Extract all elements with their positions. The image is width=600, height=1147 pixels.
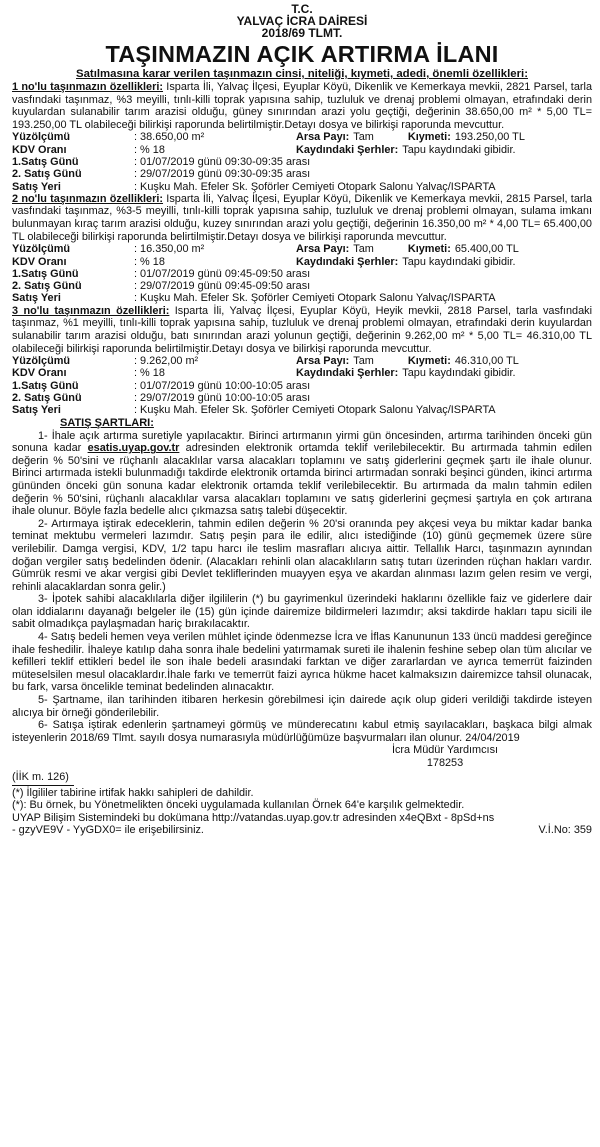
property-3-place-row [12,404,592,416]
property-3-sale2-row [12,392,592,404]
property-2-sale2-row [12,280,592,292]
value-amount: 65.400,00 TL [454,243,519,256]
area-label: Yüzölçümü [12,131,71,144]
restrict-value: Tapu kaydındaki gibidir. [402,143,516,156]
kdv-value: : % 18 [134,143,165,156]
share-label: Arsa Payı: [296,355,350,368]
property-1-kdv-row [12,144,592,156]
property-1-description: 1 no'lu taşınmazın özellikleri: Isparta İli, Yalvaç İlçesi, Eyuplar Köyü, Dikenlik ve Kemerkaya mevkii, 2821 Parsel, tarla vasfındaki taşınmaz, %3 meyilli, tınlı-killi toprak yapısına sahip, tuzluluk ve drenaj problemi olmayan, etrafındaki derin kuyulardan sulanabilir tarım arazisi olduğu, güney sınırından arazi yolu geçtiği, değerinin 38.650,00 m² * 5,00 TL= 193.250,00 TL olabileceği bilirkişi raporunda belirtilmiştir.Detayı dosya ve bilirkişi raporunda mevcuttur. [12,81,592,131]
page-subtitle: Satılmasına karar verilen taşınmazın cinsi, niteliği, kıymeti, adedi, önemli özellikleri: [76,68,528,80]
condition-2: 2- Artırmaya iştirak edeceklerin, tahmin edilen değerin % 20'si oranında pey akçesi veya bu miktar kadar banka teminat mektubu vermeleri lazımdır. Satış peşin para ile edilir, alıcı istediğinde (10) günü geçmemek üzere süre verilebilir. Damga vergisi, KDV, 1/2 tapu harcı ile teslim masrafları alıcıya aittir. Tellallık Harcı, taşınmazın aynından doğan vergiler satış bedelinden ödenir. (Alacakları rehinli olan alacaklıların satış tutarı üzerinden rüçhan hakları vardır. Gümrük resmi ve akar vergisi gibi Devlet tekliflerinden muayyen eşya ve akardan alınması lazım gelen resim ve vergi, rehinli alacaklardan sonra gelir.) [12,517,592,593]
property-3-kdv-row [12,367,592,379]
property-2-heading: 2 no'lu taşınmazın özellikleri: [12,192,164,205]
area-value: : 16.350,00 m² [134,243,205,256]
header-office: YALVAÇ İCRA DAİRESİ [236,14,368,28]
page-title: TAŞINMAZIN AÇIK ARTIRMA İLANI [105,41,499,67]
area-label: Yüzölçümü [12,243,71,256]
property-2-kdv-row [12,256,592,268]
sale2-value: : 29/07/2019 günü 10:00-10:05 arası [134,391,311,404]
sale1-value: : 01/07/2019 günü 10:00-10:05 arası [134,379,311,392]
kdv-value: : % 18 [134,255,165,268]
kdv-label: KDV Oranı [12,367,67,380]
value-amount: 46.310,00 TL [454,355,519,368]
property-3-description: 3 no'lu taşınmazın özellikleri: Isparta İli, Yalvaç İlçesi, Eyuplar Köyü, Heyik mevkii, 2818 Parsel, tarla vasfındaki taşınmaz, %1 meyilli, tınlı-killi toprak yapısına sahip, tuzluluk ve drenaj problemi olmayan, etrafındaki derin kuyulardan sulanabilir tarım arazisi olduğu, batı sınırından arazi yolunun geçtiği, değerinin 9.262,00 m² * 5,00 TL= 46.310,00 TL olabileceği bilirkişi raporunda belirtilmiştir.Detayı dosya ve bilirkişi raporunda mevcuttur. [12,304,592,355]
notice-number: V.İ.No: 359 [538,824,592,837]
property-2-sale1-row [12,268,592,280]
sale2-value: : 29/07/2019 günü 09:45-09:50 arası [134,280,311,293]
divider [12,785,74,786]
kdv-value: : % 18 [134,367,165,380]
note-2: (*): Bu örnek, bu Yönetmelikten önceki uygulamada kullanılan Örnek 64'e karşılık gelmektedir. [12,799,465,812]
area-value: : 38.650,00 m² [134,131,205,144]
law-reference: (İİK m. 126) [12,771,69,784]
sale1-value: : 01/07/2019 günü 09:30-09:35 arası [134,155,311,168]
area-label: Yüzölçümü [12,355,71,368]
condition-3: 3- İpotek sahibi alacaklılarla diğer ilgililerin (*) bu gayrimenkul üzerindeki haklarını özellikle faiz ve giderlere dair olan iddialarını dayanağı belgeler ile (15) gün içinde dairemize bildirmeleri lazımdır; aksi takdirde hakları tapu sicili ile sabit olmadıkça paylaşmadan hariç bırakılacaktır. [12,593,592,631]
sale2-label: 2. Satış Günü [12,168,82,181]
uyap-access-line-2 [12,824,592,837]
signature-number: 178253 [426,756,464,769]
share-value: Tam [353,131,374,144]
sale2-label: 2. Satış Günü [12,391,82,404]
place-label: Satış Yeri [12,180,61,193]
restrict-value: Tapu kaydındaki gibidir. [402,367,516,380]
property-2-place-row [12,292,592,304]
uyap-access-line-1: UYAP Bilişim Sistemindeki bu dokümana http://vatandas.uyap.gov.tr adresinden x4eQBxt - 8pSd+ns [12,811,495,824]
kdv-label: KDV Oranı [12,143,67,156]
condition-4: 4- Satış bedeli hemen veya verilen mühlet içinde ödenmezse İcra ve İflas Kanununun 133 üncü maddesi gereğince ihale feshedilir. İhaleye katılıp daha sonra ihale bedelini yatırmamak sureti ile ihalenin feshine sebep olan tüm alıcılar ve kefilleri teklif ettikleri bedel ile son ihale bedeli arasındaki farktan ve diğer zararlardan ve ayrıca temerrüt faizinden müteselsilen mesul olacaklardır.İhale farkı ve temerrüt faizi ayrıca hükme hacet kalmaksızın dairemizce tahsil olunacak, bu fark, varsa öncelikle teminat bedelinden alınacaktır. [12,631,592,694]
restrict-value: Tapu kaydındaki gibidir. [402,255,516,268]
share-value: Tam [353,243,374,256]
conditions-heading: SATIŞ ŞARTLARI: [60,416,154,429]
property-3 [12,305,592,417]
property-2 [12,193,592,305]
restrict-label: Kaydındaki Şerhler: [296,255,399,268]
property-1 [12,81,592,193]
place-value: : Kuşku Mah. Efeler Sk. Şoförler Cemiyeti Otopark Salonu Yalvaç/ISPARTA [134,180,496,193]
property-3-sale1-row [12,380,592,392]
property-1-sale2-row [12,168,592,180]
condition-5: 5- Şartname, ilan tarihinden itibaren herkesin görebilmesi için dairede açık olup gideri verildiği takdirde isteyen alıcıya bir örneği gönderilebilir. [12,694,592,719]
area-value: : 9.262,00 m² [134,355,199,368]
place-value: : Kuşku Mah. Efeler Sk. Şoförler Cemiyeti Otopark Salonu Yalvaç/ISPARTA [134,404,496,417]
sale2-value: : 29/07/2019 günü 09:30-09:35 arası [134,168,311,181]
esatis-link[interactable]: esatis.uyap.gov.tr [87,442,180,455]
place-label: Satış Yeri [12,404,61,417]
property-1-area-row [12,131,592,143]
share-label: Arsa Payı: [296,131,350,144]
property-2-description: 2 no'lu taşınmazın özellikleri: Isparta İli, Yalvaç İlçesi, Eyuplar Köyü, Dikenlik ve Kemerkaya mevkii, 2815 Parsel, tarla vasfındaki taşınmaz, %3-5 meyilli, tınlı-killi toprak yapısına sahip, tuzluluk ve drenaj problemi olmayan, sulama imkanı bulunmayan kıraç tarım arazisi olduğu, kuzey sınırından arazi yolu geçtiği, değerinin 16.350,00 m² * 4,00 TL= 65.400,00 TL olabileceği bilirkişi raporunda belirtilmiştir.Detayı dosya ve bilirkişi raporunda mevcuttur. [12,192,592,243]
restrict-label: Kaydındaki Şerhler: [296,367,399,380]
share-label: Arsa Payı: [296,243,350,256]
kdv-label: KDV Oranı [12,255,67,268]
property-1-place-row [12,181,592,193]
sale2-label: 2. Satış Günü [12,280,82,293]
place-label: Satış Yeri [12,292,61,305]
sale1-label: 1.Satış Günü [12,155,79,168]
sale1-value: : 01/07/2019 günü 09:45-09:50 arası [134,267,311,280]
value-amount: 193.250,00 TL [454,131,525,144]
property-3-heading: 3 no'lu taşınmazın özellikleri: [12,304,170,317]
value-label: Kıymeti: [407,355,451,368]
condition-6: 6- Satışa iştirak edenlerin şartnameyi görmüş ve münderecatını kabul etmiş sayılacakları, başkaca bilgi almak isteyenlerin 2018/69 Tlmt. sayılı dosya numarasıyla müdürlüğümüze başvurmaları ilan olunur. 24/04/2019 [12,719,592,744]
uyap-access-code: - gzyVE9V - YyGDX0= ile erişebilirsiniz. [12,824,204,837]
header-file-number: 2018/69 TLMT. [261,26,343,40]
condition-1: 1- İhale açık artırma suretiyle yapılacaktır. Birinci artırmanın yirmi gün öncesinden, artırma tarihinden önceki gün sonuna kadar esatis.uyap.gov.tr adresinden elektronik ortamda teklif verilebilecektir. Bu artırmada tahmin edilen değerin % 50'sini ve rüçhanlı alacaklılar varsa alacakları toplamını ve satış giderlerini geçmek şartı ile ihale olunur. Birinci artırmada istekli bulunmadığı takdirde elektronik ortamda birinci artırmadan sonraki beşinci günden, ikinci artırma gününden önceki gün sonuna kadar elektronik ortamda teklif verilebilecektir. Bu artırmada da malın tahmin edilen değerin % 50'sini, rüçhanlı alacaklılar varsa alacakları toplamını ve satış giderlerini geçmesi şartıyla en çok artırana ihale olunur. Böyle fazla bedelle alıcı çıkmazsa satış talebi düşecektir. [12,429,592,518]
value-label: Kıymeti: [407,131,451,144]
property-1-sale1-row [12,156,592,168]
sale1-label: 1.Satış Günü [12,267,79,280]
place-value: : Kuşku Mah. Efeler Sk. Şoförler Cemiyeti Otopark Salonu Yalvaç/ISPARTA [134,292,496,305]
share-value: Tam [353,355,374,368]
signature-role: İcra Müdür Yardımcısı [391,744,499,757]
value-label: Kıymeti: [407,243,451,256]
property-1-heading: 1 no'lu taşınmazın özellikleri: [12,81,164,93]
property-3-area-row [12,355,592,367]
note-1: (*) İlgililer tabirine irtifak hakkı sahipleri de dahildir. [12,786,254,799]
signature-block [390,744,500,769]
restrict-label: Kaydındaki Şerhler: [296,143,399,156]
sale1-label: 1.Satış Günü [12,379,79,392]
property-2-area-row [12,243,592,255]
header-tc: T.C. [291,2,313,16]
